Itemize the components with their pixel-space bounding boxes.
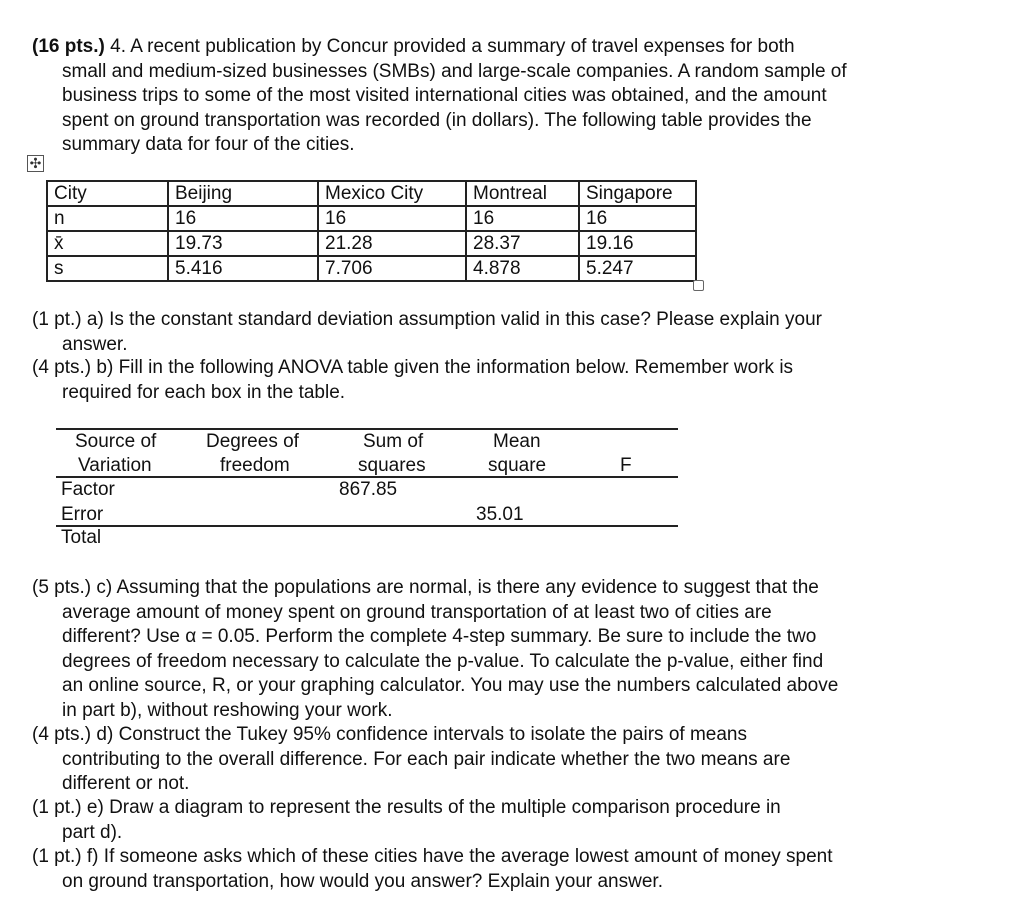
table-cell: s [47, 256, 168, 281]
anova-header-ss: Sum of [363, 431, 424, 452]
table-cell: 16 [466, 206, 579, 231]
table-cell: 21.28 [318, 231, 466, 256]
question-intro [32, 35, 942, 158]
part-d [32, 723, 942, 797]
table-row [47, 231, 696, 256]
anova-row-total-label: Total [61, 527, 102, 548]
part-a [32, 308, 942, 357]
table-header-row [47, 181, 696, 206]
part-e [32, 796, 942, 845]
table-cell: City [47, 181, 168, 206]
anova-header-df: Degrees of [206, 431, 299, 452]
table-move-handle-icon[interactable]: ✣ [27, 155, 44, 172]
part-f-line-2: on ground transportation, how would you answer? Explain your answer. [62, 870, 663, 892]
table-cell: x̄ [47, 231, 168, 256]
part-c-line-4: degrees of freedom necessary to calculate the p-value. To calculate the p-value, either find [62, 650, 824, 672]
table-row [47, 256, 696, 281]
part-e-line-1: (1 pt.) e) Draw a diagram to represent the results of the multiple comparison procedure in [32, 797, 781, 818]
table-cell: 28.37 [466, 231, 579, 256]
anova-row-factor-label: Factor [61, 479, 115, 500]
part-c-line-3: different? Use α = 0.05. Perform the complete 4-step summary. Be sure to include the two [62, 626, 817, 647]
part-a-line-1: (1 pt.) a) Is the constant standard deviation assumption valid in this case? Please explain your [32, 309, 822, 330]
anova-total-rule [56, 525, 678, 527]
question-line-1: (16 pts.) 4. A recent publication by Concur provided a summary of travel expenses for both [32, 36, 795, 57]
part-c-line-5: an online source, R, or your graphing calculator. You may use the numbers calculated above [62, 675, 839, 696]
table-cell: 19.73 [168, 231, 318, 256]
table-cell: 16 [168, 206, 318, 231]
part-c [32, 576, 942, 723]
anova-header-source-2: Variation [78, 455, 152, 476]
part-b-line-2: required for each box in the table. [62, 381, 346, 403]
table-cell: 4.878 [466, 256, 579, 281]
part-c-line-2: average amount of money spent on ground transportation of at least two of cities are [62, 601, 772, 623]
table-cell: Beijing [168, 181, 318, 206]
table-cell: 16 [579, 206, 696, 231]
anova-table [56, 428, 678, 553]
part-b-line-1: (4 pts.) b) Fill in the following ANOVA table given the information below. Remember work is [32, 357, 794, 378]
question-points: (16 pts.) [32, 36, 105, 57]
table-cell: Singapore [579, 181, 696, 206]
part-d-line-2: contributing to the overall difference. For each pair indicate whether the two means are [62, 748, 791, 770]
part-d-line-3: different or not. [62, 773, 190, 794]
anova-header-ss-2: squares [358, 455, 426, 476]
table-cell: 5.247 [579, 256, 696, 281]
table-cell: 7.706 [318, 256, 466, 281]
table-cell: Mexico City [318, 181, 466, 206]
anova-header-ms: Mean [493, 431, 541, 452]
part-e-line-2: part d). [62, 821, 123, 843]
question-line-3: business trips to some of the most visited international cities was obtained, and the amount [62, 85, 827, 106]
question-line-2: small and medium-sized businesses (SMBs) and large-scale companies. A random sample of [62, 60, 847, 82]
anova-row-error-label: Error [61, 504, 104, 525]
table-cell: 16 [318, 206, 466, 231]
anova-row-error-ms: 35.01 [476, 504, 524, 525]
part-f [32, 845, 942, 894]
part-f-line-1: (1 pt.) f) If someone asks which of these cities have the average lowest amount of money spent [32, 846, 833, 867]
part-d-line-1: (4 pts.) d) Construct the Tukey 95% confidence intervals to isolate the pairs of means [32, 724, 747, 745]
table-cell: Montreal [466, 181, 579, 206]
table-cell: 5.416 [168, 256, 318, 281]
anova-header-df-2: freedom [220, 455, 290, 476]
part-c-line-6: in part b), without reshowing your work. [62, 699, 393, 721]
anova-header-source: Source of [75, 431, 157, 452]
part-b [32, 356, 942, 405]
anova-header-f: F [620, 455, 632, 476]
part-a-line-2: answer. [62, 333, 128, 355]
table-cell: n [47, 206, 168, 231]
anova-header-ms-2: square [488, 455, 547, 476]
question-line-4: spent on ground transportation was recorded (in dollars). The following table provides the [62, 109, 812, 131]
part-c-line-1: (5 pts.) c) Assuming that the populations are normal, is there any evidence to suggest that the [32, 577, 819, 598]
table-row [47, 206, 696, 231]
summary-table [46, 180, 697, 282]
anova-row-factor-ss: 867.85 [339, 479, 398, 500]
table-resize-handle[interactable] [693, 280, 704, 291]
question-line-5: summary data for four of the cities. [62, 134, 355, 155]
table-cell: 19.16 [579, 231, 696, 256]
